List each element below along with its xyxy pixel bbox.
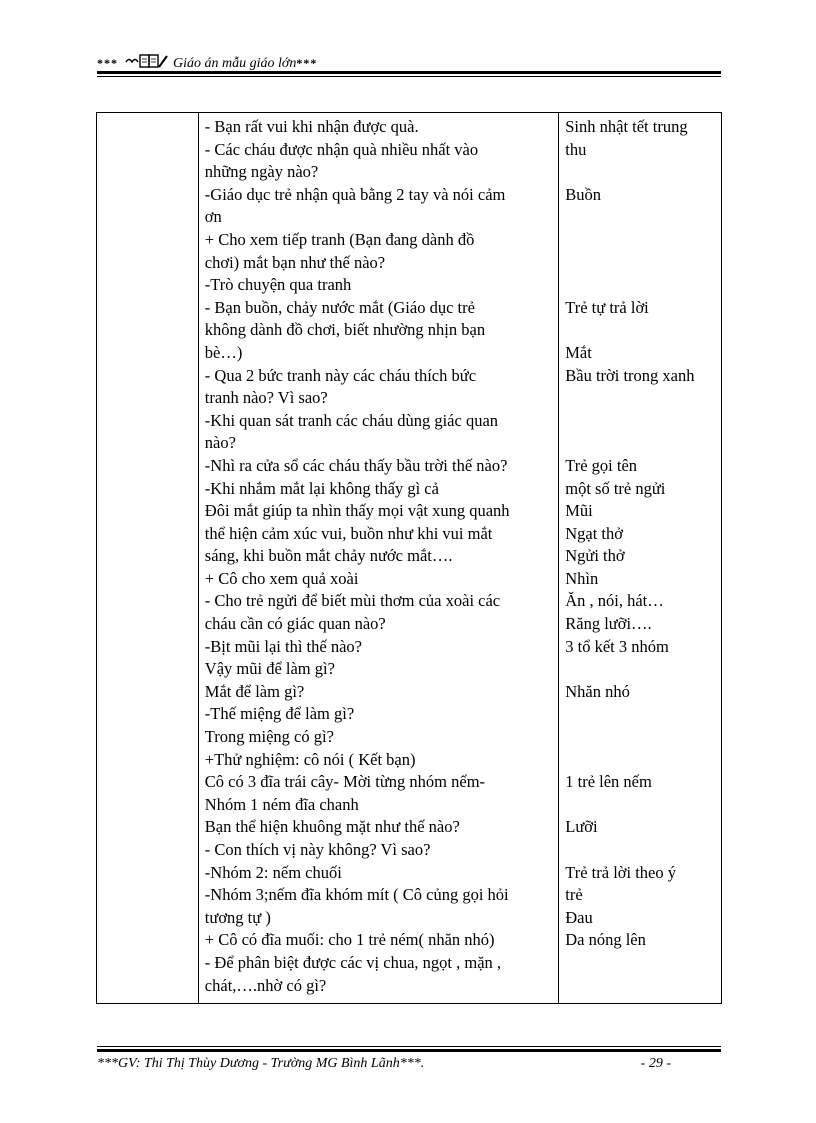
- table-row: [97, 113, 722, 1004]
- activity-line: ơn: [204, 207, 222, 227]
- spacer: [565, 726, 713, 749]
- spacer: [565, 703, 713, 726]
- activity-line: sáng, khi buồn mắt chảy nước mắt….: [204, 546, 453, 566]
- response-line: 1 trẻ lên nếm: [565, 772, 652, 792]
- response-line: 3 tổ kết 3 nhóm: [565, 636, 669, 656]
- activity-line: - Cho trẻ ngửi để biết mùi thơm của xoài các: [204, 591, 501, 611]
- response-line: Trẻ trả lời theo ý: [565, 862, 677, 882]
- response-line: Nhăn nhó: [565, 681, 630, 701]
- response-line: Trẻ gọi tên: [565, 455, 638, 475]
- response-line: Ngạt thở: [565, 523, 623, 543]
- response-line: Mắt: [565, 342, 592, 362]
- header-stars-left: ***: [97, 56, 118, 70]
- activity-line: Đôi mắt giúp ta nhìn thấy mọi vật xung quanh: [204, 501, 510, 521]
- activity-line: Nhóm 1 ném đĩa chanh: [204, 794, 359, 814]
- spacer: [565, 206, 713, 229]
- spacer: [565, 387, 713, 410]
- response-line: thu: [565, 139, 587, 159]
- response-line: Da nóng lên: [565, 930, 646, 950]
- activities-column: [198, 113, 558, 1004]
- response-line: Mũi: [565, 501, 593, 521]
- spacer: [565, 658, 713, 681]
- activity-line: -Nhì ra cửa sổ các cháu thấy bầu trời thế nào?: [204, 455, 508, 475]
- activity-line: tranh nào? Vì sao?: [204, 388, 328, 408]
- response-line: Ăn , nói, hát…: [565, 591, 664, 611]
- response-line: Bầu trời trong xanh: [565, 365, 695, 385]
- activity-line: Mắt để làm gì?: [204, 681, 305, 701]
- activity-line: -Nhóm 2: nếm chuối: [204, 862, 342, 882]
- header-title: Giáo án mẫu giáo lớn: [173, 56, 297, 71]
- spacer: [565, 274, 713, 297]
- spacer: [565, 229, 713, 252]
- activity-line: - Các cháu được nhận quà nhiều nhất vào: [204, 139, 479, 159]
- footer-teacher-text: ***GV: Thi Thị Thùy Dương - Trường MG Bình Lãnh***.: [97, 1056, 425, 1071]
- activity-line: Trong miệng có gì?: [204, 727, 334, 747]
- header-rule-thick: [97, 71, 721, 74]
- activity-line: tương tự ): [204, 907, 271, 927]
- activity-line: Bạn thể hiện khuông mặt như thế nào?: [204, 817, 460, 837]
- activity-line: - Bạn buồn, chảy nước mắt (Giáo dục trẻ: [204, 297, 475, 317]
- spacer: [565, 839, 713, 862]
- response-line: Ngửi thở: [565, 546, 625, 566]
- activity-line: -Khi nhắm mắt lại không thấy gì cả: [204, 478, 439, 498]
- response-line: trẻ: [565, 885, 583, 905]
- page-header: [97, 50, 721, 78]
- activity-line: - Bạn rất vui khi nhận được quà.: [204, 117, 419, 136]
- activity-line: không dành đồ chơi, biết nhường nhịn bạn: [204, 320, 486, 340]
- spacer: [565, 432, 713, 455]
- page-footer: [97, 1046, 721, 1076]
- response-line: Đau: [565, 907, 593, 927]
- activity-line: bè…): [204, 342, 243, 362]
- footer-rule-thick: [97, 1049, 721, 1052]
- activity-line: - Để phân biệt được các vị chua, ngọt , mặn ,: [204, 952, 502, 972]
- response-line: Răng lưỡi….: [565, 614, 652, 634]
- empty-column: [97, 113, 199, 1004]
- spacer: [565, 252, 713, 275]
- response-line: Sinh nhật tết trung: [565, 117, 688, 136]
- activity-line: -Nhóm 3;nếm đĩa khóm mít ( Cô củng gọi hỏi: [204, 885, 509, 905]
- activity-line: thể hiện cảm xúc vui, buồn như khi vui mắt: [204, 523, 493, 543]
- response-line: Trẻ tự trả lời: [565, 297, 649, 317]
- activity-line: -Thế miệng để làm gì?: [204, 704, 355, 724]
- page-number: - 29 -: [640, 1056, 671, 1071]
- responses-column: [559, 113, 722, 1004]
- activity-line: -Khi quan sát tranh các cháu dùng giác quan: [204, 410, 499, 430]
- spacer: [565, 161, 713, 184]
- response-line: Buồn: [565, 184, 601, 204]
- header-stars-right: ***: [296, 56, 318, 70]
- activity-line: +Thử nghiệm: cô nói ( Kết bạn): [204, 749, 416, 769]
- response-line: Nhìn: [565, 568, 599, 588]
- spacer: [565, 794, 713, 817]
- activity-line: - Con thích vị này không? Vì sao?: [204, 840, 431, 859]
- spacer: [565, 319, 713, 342]
- activity-line: -Bịt mũi lại thì thế nào?: [204, 636, 362, 656]
- header-rule-thin: [97, 76, 721, 77]
- activity-line: Cô có 3 đĩa trái cây- Mời từng nhóm nếm-: [204, 772, 486, 792]
- response-line: Lưỡi: [565, 817, 598, 837]
- spacer: [565, 749, 713, 772]
- spacer: [565, 410, 713, 433]
- activity-line: - Qua 2 bức tranh này các cháu thích bức: [204, 365, 477, 385]
- activity-line: cháu cần có giác quan nào?: [204, 614, 386, 634]
- activity-line: + Cô có đĩa muối: cho 1 trẻ ném( nhăn nhó): [204, 930, 495, 950]
- response-line: một số trẻ ngửi: [565, 478, 666, 498]
- lesson-table: [96, 112, 722, 1004]
- activity-line: + Cô cho xem quả xoài: [204, 568, 359, 588]
- activity-line: chát,….nhờ có gì?: [204, 975, 327, 995]
- activity-line: -Giáo dục trẻ nhận quà bằng 2 tay và nói cảm: [204, 184, 506, 204]
- activity-line: Vậy mũi để làm gì?: [204, 659, 335, 679]
- activity-line: + Cho xem tiếp tranh (Bạn đang dành đồ: [204, 229, 475, 249]
- activity-line: -Trò chuyện qua tranh: [204, 275, 352, 295]
- activity-line: chơi) mắt bạn như thế nào?: [204, 252, 386, 272]
- footer-rule-thin: [97, 1046, 721, 1047]
- activity-line: những ngày nào?: [204, 162, 319, 182]
- activity-line: nào?: [204, 433, 236, 453]
